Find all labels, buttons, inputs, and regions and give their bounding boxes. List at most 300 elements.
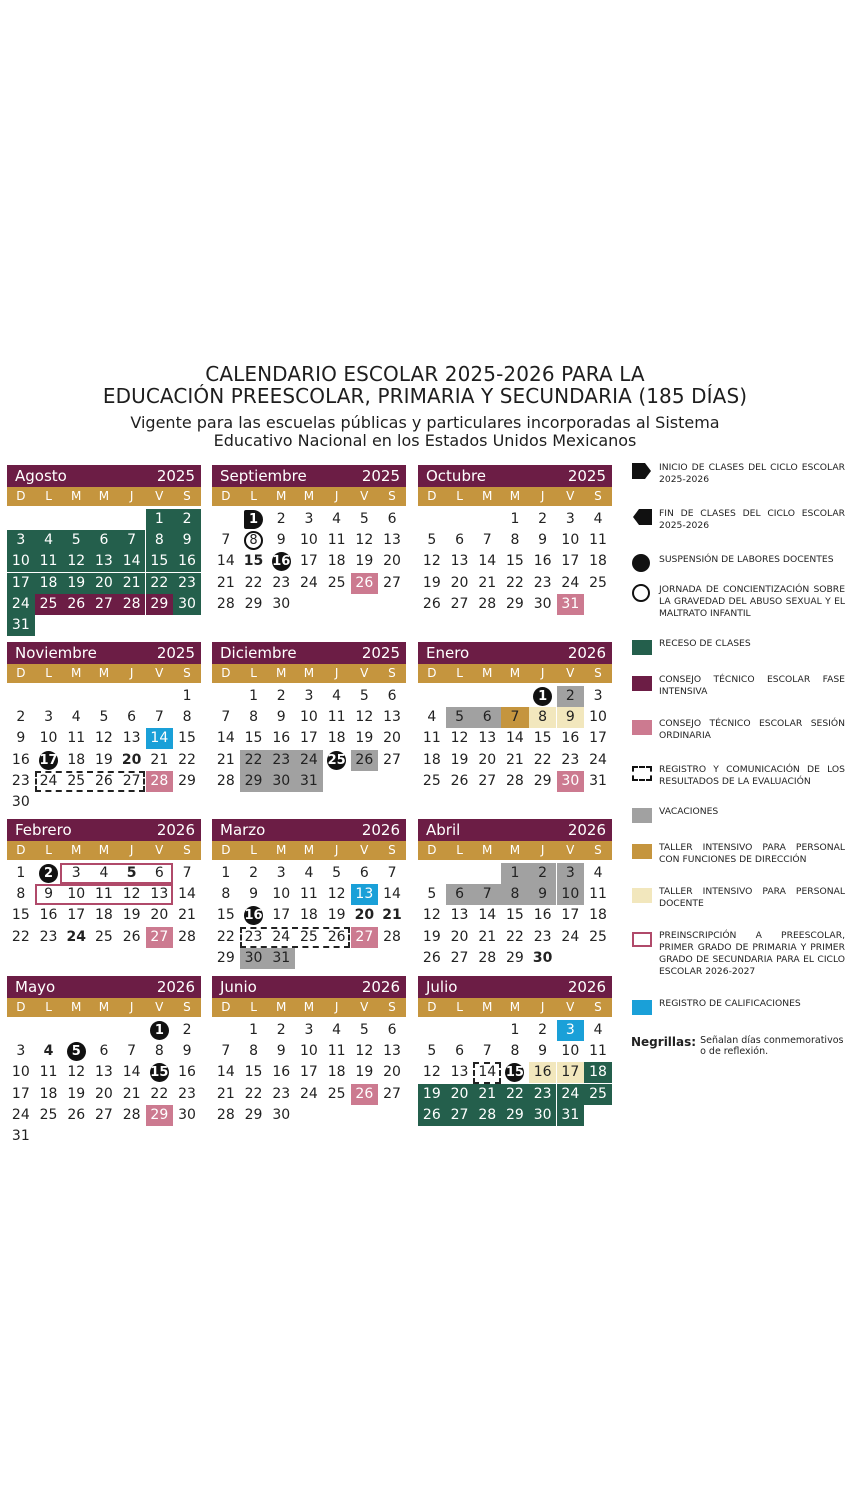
day-cell: 10: [557, 884, 585, 905]
day-cell: 20: [383, 730, 401, 747]
weekday-label: S: [594, 489, 602, 503]
day-cell: 28: [478, 949, 497, 966]
day-cell: 1: [16, 865, 26, 881]
weekday-label: V: [360, 843, 369, 857]
weekday-label: D: [16, 489, 26, 503]
weekday-label: J: [334, 843, 339, 857]
day-cell: 28: [473, 1105, 501, 1126]
weekday-label: V: [566, 843, 575, 857]
day-cell: 29: [178, 772, 196, 789]
day-cell: 6: [387, 1022, 397, 1038]
day-cell: 3: [7, 530, 35, 551]
day-cell: 1: [240, 509, 268, 530]
month-header: [418, 465, 612, 487]
day-cell: 18: [584, 1062, 612, 1083]
day-cell: 11: [39, 1064, 58, 1081]
weekday-label: D: [16, 843, 26, 857]
month-header: [7, 465, 201, 487]
day-cell: 15: [178, 730, 196, 747]
day-cell: 22: [178, 751, 196, 768]
legend-text: SUSPENSIÓN DE LABORES DOCENTES: [659, 554, 834, 565]
day-cell: 1: [249, 1022, 258, 1038]
day-cell: 7: [501, 707, 529, 728]
day-cell: 7: [387, 865, 397, 881]
day-cell: 1: [510, 511, 520, 527]
day-cell: 28: [478, 595, 497, 612]
day-cell: 15: [11, 907, 30, 924]
day-cell: 8: [249, 709, 258, 726]
day-cell: 14: [478, 553, 497, 570]
day-cell: 7: [182, 865, 192, 881]
day-cell: 4: [427, 709, 437, 726]
day-cell: 10: [561, 532, 580, 549]
day-cell: 9: [44, 886, 53, 903]
weekday-label: L: [456, 1000, 463, 1014]
weekday-label: D: [427, 666, 437, 680]
gold-swatch: [631, 842, 653, 860]
day-cell: 24: [561, 574, 580, 591]
day-cell: 21: [216, 751, 235, 768]
day-cell: 30: [532, 949, 553, 966]
day-cell: 23: [561, 751, 580, 768]
day-cell: 25: [300, 928, 318, 945]
month-mayo: [7, 976, 201, 1144]
month-year: 2026: [567, 978, 606, 996]
day-cell: 15: [505, 1065, 524, 1081]
day-cell: 2: [538, 1022, 548, 1038]
day-cell: 9: [173, 530, 201, 551]
day-cell: 30: [11, 794, 30, 810]
weekday-label: M: [98, 666, 110, 680]
day-cell: 5: [62, 530, 90, 551]
day-cell: 23: [272, 574, 291, 591]
month-agosto: [7, 465, 201, 633]
weekday-label: J: [540, 666, 545, 680]
weekday-label: D: [427, 489, 437, 503]
day-cell: 12: [95, 730, 113, 747]
day-cell: 3: [557, 863, 585, 884]
day-cell: 3: [276, 865, 286, 881]
weekday-label: S: [388, 1000, 396, 1014]
day-cell: 16: [272, 730, 291, 747]
day-cell: 31: [295, 771, 323, 792]
day-cell: 2: [276, 511, 286, 527]
page-subtitle-line2: Educativo Nacional en los Estados Unidos Mexicanos: [213, 431, 637, 450]
day-cell: 10: [300, 1043, 318, 1060]
weekday-label: D: [221, 489, 231, 503]
day-cell: 18: [300, 907, 318, 924]
day-cell: 19: [450, 751, 469, 768]
day-cell: 9: [538, 532, 548, 549]
day-cell: 13: [383, 1043, 401, 1060]
weekday-label: M: [71, 489, 82, 503]
day-cell: 16: [561, 730, 580, 747]
weekday-label: M: [71, 1000, 82, 1014]
day-cell: 5: [62, 1041, 90, 1062]
month-septiembre: [212, 465, 406, 612]
day-cell: 27: [446, 1105, 474, 1126]
day-cell: 27: [90, 594, 118, 615]
day-cell: 28: [506, 772, 524, 789]
end-icon: [631, 508, 653, 526]
day-cell: 26: [422, 949, 441, 966]
day-cell: 15: [243, 553, 264, 570]
day-cell: 18: [327, 1064, 346, 1081]
day-cell: 29: [216, 949, 235, 966]
legend-item: [631, 998, 845, 1016]
legend-text: VACACIONES: [659, 806, 719, 817]
day-cell: 6: [387, 688, 397, 704]
day-cell: 9: [529, 884, 557, 905]
day-cell: 5: [446, 707, 474, 728]
month-year: 2026: [361, 978, 400, 996]
day-cell: 8: [221, 886, 231, 903]
weekday-label: L: [45, 1000, 52, 1014]
weekday-label: M: [98, 489, 110, 503]
day-cell: 22: [146, 573, 174, 594]
weekday-label: M: [71, 843, 82, 857]
day-cell: 31: [267, 948, 295, 969]
day-cell: 4: [99, 865, 109, 881]
day-cell: 19: [422, 928, 441, 945]
day-cell: 16: [173, 551, 201, 572]
weekday-label: S: [594, 666, 602, 680]
legend-item: [631, 930, 845, 978]
day-cell: 21: [216, 1085, 235, 1102]
day-cell: 26: [418, 1105, 446, 1126]
day-cell: 16: [272, 554, 291, 570]
day-cell: 22: [501, 1084, 529, 1105]
day-cell: 24: [561, 928, 580, 945]
day-cell: 6: [387, 511, 397, 527]
month-year: 2025: [361, 644, 400, 662]
day-cell: 8: [249, 1043, 258, 1060]
day-cell: 12: [355, 1043, 374, 1060]
weekday-label: M: [482, 489, 493, 503]
weekday-label: V: [155, 666, 164, 680]
day-cell: 16: [39, 907, 58, 924]
weekday-label: L: [456, 843, 463, 857]
day-cell: 17: [272, 907, 291, 924]
page-subtitle-line1: Vigente para las escuelas públicas y particulares incorporadas al Sistema: [130, 413, 720, 432]
day-cell: 14: [146, 728, 174, 749]
day-cell: 26: [95, 772, 113, 789]
weekday-label: M: [509, 489, 521, 503]
day-cell: 21: [473, 1084, 501, 1105]
day-cell: 4: [593, 511, 603, 527]
day-cell: 25: [327, 1085, 346, 1102]
weekday-label: S: [183, 843, 191, 857]
weekday-label: D: [427, 1000, 437, 1014]
day-cell: 30: [272, 595, 291, 612]
weekday-label: M: [482, 843, 493, 857]
legend-item: [631, 462, 845, 486]
day-cell: 1: [501, 863, 529, 884]
day-cell: 3: [304, 511, 314, 527]
day-cell: 16: [529, 1062, 557, 1083]
day-cell: 17: [7, 573, 35, 594]
month-name: Mayo: [15, 978, 56, 996]
cream-swatch: [631, 886, 653, 904]
day-cell: 16: [533, 553, 552, 570]
month-name: Agosto: [15, 467, 67, 485]
day-cell: 30: [173, 594, 201, 615]
day-cell: 15: [506, 907, 524, 924]
day-cell: 22: [216, 928, 235, 945]
day-cell: 3: [304, 688, 314, 704]
weekday-label: S: [388, 843, 396, 857]
day-cell: 21: [382, 907, 402, 924]
day-cell: 4: [304, 865, 314, 881]
weekday-label: M: [303, 843, 315, 857]
month-year: 2025: [156, 467, 195, 485]
day-cell: 27: [383, 574, 401, 591]
day-cell: 6: [154, 865, 164, 881]
day-cell: 24: [11, 1106, 30, 1123]
wine-swatch: [631, 674, 653, 692]
day-cell: 5: [99, 709, 109, 726]
weekday-header: [418, 664, 612, 683]
day-cell: 14: [506, 730, 524, 747]
day-cell: 13: [150, 886, 169, 903]
weekday-label: L: [45, 843, 52, 857]
day-cell: 25: [67, 772, 86, 789]
month-header: [418, 819, 612, 841]
day-cell: 5: [427, 886, 437, 903]
month-year: 2026: [156, 978, 195, 996]
weekday-label: S: [594, 843, 602, 857]
day-cell: 14: [178, 886, 196, 903]
weekday-header: [212, 841, 406, 860]
day-cell: 2: [538, 511, 548, 527]
day-cell: 4: [332, 1022, 342, 1038]
weekday-label: J: [334, 1000, 339, 1014]
legend-text: FIN DE CLASES DEL CICLO ESCOLAR 2025-2026: [659, 508, 845, 531]
start-icon: [631, 462, 653, 480]
day-cell: 6: [455, 532, 464, 549]
weekday-label: V: [566, 666, 575, 680]
weekday-label: J: [129, 1000, 134, 1014]
day-cell: 3: [16, 1043, 26, 1060]
legend-item: [631, 806, 845, 824]
day-cell: 26: [422, 595, 441, 612]
day-cell: 19: [327, 907, 346, 924]
legend-text: CONSEJO TÉCNICO ESCOLAR FASE INTENSIVA: [659, 674, 845, 697]
day-cell: 8: [240, 530, 268, 551]
legend-item: [631, 554, 845, 572]
day-cell: 3: [557, 1020, 585, 1041]
day-cell: 16: [533, 907, 552, 924]
legend-item: [631, 718, 845, 742]
day-cell: 25: [589, 574, 607, 591]
weekday-header: [7, 998, 201, 1017]
weekday-label: J: [334, 489, 339, 503]
legend-text: TALLER INTENSIVO PARA PERSONAL DOCENTE: [659, 886, 845, 909]
day-cell: 5: [359, 1022, 369, 1038]
day-cell: 11: [589, 1043, 607, 1060]
day-cell: 30: [267, 771, 295, 792]
day-cell: 23: [173, 573, 201, 594]
day-cell: 28: [383, 928, 401, 945]
month-year: 2026: [567, 644, 606, 662]
day-cell: 7: [221, 709, 231, 726]
day-cell: 25: [327, 752, 346, 768]
day-cell: 4: [43, 1043, 54, 1060]
day-cell: 12: [67, 1064, 86, 1081]
day-cell: 25: [327, 574, 346, 591]
weekday-label: V: [155, 843, 164, 857]
day-cell: 3: [44, 709, 53, 726]
day-cell: 21: [478, 574, 497, 591]
day-cell: 30: [533, 595, 552, 612]
day-cell: 20: [354, 907, 375, 924]
day-cell: 12: [422, 907, 441, 924]
day-cell: 5: [359, 688, 369, 704]
day-cell: 28: [216, 595, 235, 612]
day-cell: 4: [593, 865, 603, 881]
gray-swatch: [631, 806, 653, 824]
day-cell: 3: [304, 1022, 314, 1038]
day-cell: 3: [593, 688, 603, 704]
day-cell: 24: [557, 1084, 585, 1105]
day-cell: 9: [276, 709, 286, 726]
day-cell: 14: [478, 907, 497, 924]
day-cell: 2: [35, 863, 63, 884]
weekday-label: D: [221, 666, 231, 680]
legend-item: [631, 508, 845, 532]
month-julio: [418, 976, 612, 1123]
day-cell: 2: [249, 865, 258, 881]
day-cell: 25: [422, 772, 441, 789]
weekday-label: S: [183, 489, 191, 503]
weekday-label: M: [276, 1000, 287, 1014]
day-cell: 14: [216, 730, 235, 747]
weekday-label: V: [566, 1000, 575, 1014]
day-cell: 9: [249, 886, 258, 903]
legend-text: TALLER INTENSIVO PARA PERSONAL CON FUNCIONES DE DIRECCIÓN: [659, 842, 845, 865]
day-cell: 16: [11, 751, 30, 768]
day-cell: 7: [221, 1043, 231, 1060]
weekday-header: [418, 998, 612, 1017]
legend-item: [631, 584, 845, 620]
day-cell: 11: [67, 730, 86, 747]
day-cell: 28: [216, 772, 235, 789]
day-cell: 18: [39, 1085, 58, 1102]
weekday-label: J: [540, 843, 545, 857]
month-name: Julio: [426, 978, 458, 996]
weekday-label: D: [16, 1000, 26, 1014]
weekday-label: M: [276, 843, 287, 857]
day-cell: 19: [355, 553, 374, 570]
day-cell: 8: [146, 530, 174, 551]
day-cell: 13: [351, 884, 379, 905]
day-cell: 15: [244, 1064, 263, 1081]
day-cell: 31: [557, 594, 585, 615]
day-cell: 2: [173, 509, 201, 530]
day-cell: 23: [533, 574, 552, 591]
negrillas-text: Señalan días conmemorativos o de reflexión.: [700, 1035, 844, 1057]
day-cell: 12: [355, 709, 374, 726]
day-cell: 2: [529, 863, 557, 884]
day-cell: 19: [122, 907, 141, 924]
day-cell: 1: [146, 509, 174, 530]
day-cell: 10: [300, 532, 318, 549]
day-cell: 21: [122, 1085, 141, 1102]
weekday-header: [212, 998, 406, 1017]
weekday-label: V: [360, 1000, 369, 1014]
day-cell: 8: [182, 709, 192, 726]
day-cell: 17: [561, 553, 580, 570]
day-cell: 21: [178, 907, 196, 924]
month-noviembre: [7, 642, 201, 810]
weekday-header: [212, 487, 406, 506]
day-cell: 5: [427, 532, 437, 549]
weekday-label: M: [303, 1000, 315, 1014]
day-cell: 29: [240, 771, 268, 792]
day-cell: 29: [506, 595, 524, 612]
month-year: 2025: [156, 644, 195, 662]
weekday-header: [7, 487, 201, 506]
day-cell: 11: [327, 709, 346, 726]
day-cell: 15: [150, 1065, 169, 1081]
day-cell: 31: [557, 1105, 585, 1126]
weekday-label: V: [566, 489, 575, 503]
day-cell: 1: [510, 1022, 520, 1038]
day-cell: 24: [39, 772, 58, 789]
day-cell: 12: [327, 886, 346, 903]
day-cell: 23: [39, 928, 58, 945]
day-cell: 9: [182, 1043, 192, 1060]
day-cell: 27: [450, 595, 469, 612]
day-cell: 19: [355, 1064, 374, 1081]
day-cell: 18: [95, 907, 113, 924]
day-cell: 24: [7, 594, 35, 615]
day-cell: 11: [95, 886, 113, 903]
month-octubre: [418, 465, 612, 612]
month-header: [212, 819, 406, 841]
day-cell: 20: [383, 1064, 401, 1081]
weekday-label: M: [98, 1000, 110, 1014]
day-cell: 15: [216, 907, 235, 924]
day-cell: 9: [276, 1043, 286, 1060]
day-cell: 10: [67, 886, 86, 903]
month-year: 2025: [361, 467, 400, 485]
day-cell: 16: [178, 1064, 196, 1081]
day-cell: 26: [351, 750, 379, 771]
month-header: [212, 642, 406, 664]
day-cell: 25: [589, 928, 607, 945]
month-header: [7, 976, 201, 998]
day-cell: 31: [589, 772, 607, 789]
day-cell: 24: [66, 928, 86, 945]
month-year: 2026: [361, 821, 400, 839]
day-cell: 18: [589, 553, 607, 570]
day-cell: 19: [418, 1084, 446, 1105]
month-year: 2026: [156, 821, 195, 839]
legend-item: [631, 638, 845, 656]
day-cell: 2: [276, 1022, 286, 1038]
day-cell: 18: [35, 573, 63, 594]
legend-text: PREINSCRIPCIÓN A PREESCOLAR, PRIMER GRADO DE PRIMARIA Y PRIMER GRADO DE SECUNDARIA PARA EL CICLO ESCOLAR 2026-2027: [659, 930, 845, 977]
day-cell: 24: [300, 574, 318, 591]
day-cell: 16: [272, 1064, 291, 1081]
day-cell: 8: [501, 884, 529, 905]
weekday-label: M: [276, 666, 287, 680]
day-cell: 28: [216, 1106, 235, 1123]
day-cell: 2: [16, 709, 26, 726]
weekday-label: M: [509, 843, 521, 857]
day-cell: 13: [478, 730, 497, 747]
